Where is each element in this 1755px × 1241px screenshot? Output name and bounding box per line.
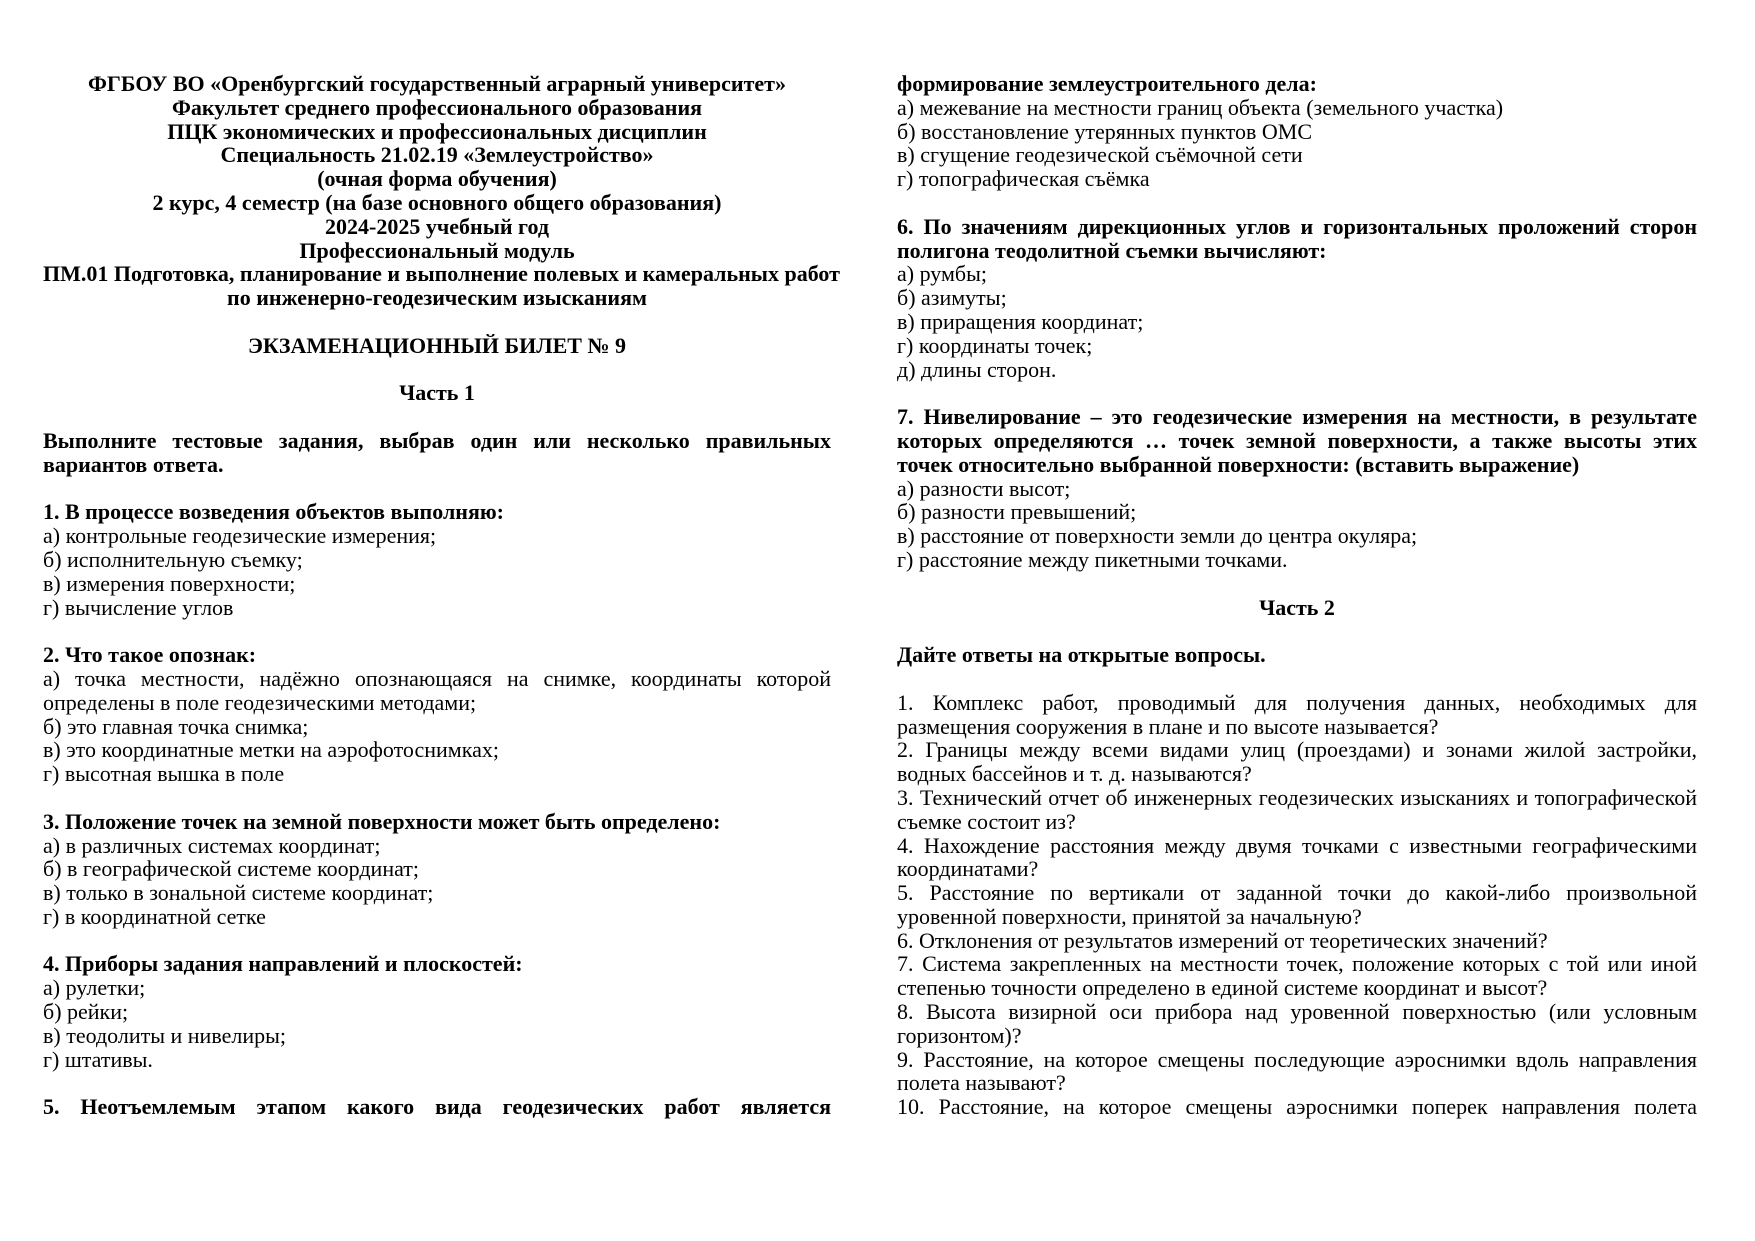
answer-option: в) теодолиты и нивелиры;	[43, 1022, 286, 1048]
answer-option: б) азимуты;	[897, 285, 1007, 311]
header-line: (очная форма обучения)	[317, 166, 557, 192]
answer-option: б) это главная точка снимка;	[43, 713, 309, 739]
answer-option: б) исполнительную съемку;	[43, 546, 303, 572]
question-3	[43, 810, 831, 929]
left-column	[43, 71, 840, 1143]
part2-intro: Дайте ответы на открытые вопросы.	[897, 642, 1266, 668]
question-6	[897, 215, 1697, 382]
answer-option: г) расстояние между пикетными точками.	[897, 546, 1288, 572]
open-question: 2. Границы между всеми видами улиц (проездами) и зонами жилой застройки, водных бассейнов и т. д. называются?	[897, 737, 1697, 787]
header-line: по инженерно-геодезическим изысканиям	[227, 285, 647, 311]
answer-option: г) вычисление углов	[43, 594, 234, 620]
open-question: 8. Высота визирной оси прибора над уровенной поверхностью (или условным горизонтом)?	[897, 999, 1697, 1048]
part2-title: Часть 2	[1259, 594, 1335, 620]
answer-option: г) высотная вышка в поле	[43, 761, 285, 787]
open-question: 10. Расстояние, на которое смещены аэроснимки поперек направления полета	[897, 1094, 1697, 1120]
answer-option: а) разности высот;	[897, 475, 1071, 501]
ticket-title: ЭКЗАМЕНАЦИОННЫЙ БИЛЕТ № 9	[247, 332, 627, 358]
open-question: 9. Расстояние, на которое смещены последующие аэроснимки вдоль направления полета называют?	[897, 1046, 1697, 1096]
header-line: ПМ.01 Подготовка, планирование и выполнение полевых и камеральных работ	[43, 261, 840, 287]
question-5-continued	[897, 72, 1697, 191]
question-stem: 1. В процессе возведения объектов выполняю:	[43, 499, 505, 525]
header-line: Специальность 21.02.19 «Землеустройство»	[220, 142, 654, 168]
question-stem: 3. Положение точек на земной поверхности может быть определено:	[43, 808, 721, 834]
answer-option: в) измерения поверхности;	[43, 570, 296, 596]
answer-option: в) только в зональной системе координат;	[43, 880, 434, 906]
question-1	[43, 500, 831, 619]
question-stem: формирование землеустроительного дела:	[897, 71, 1317, 96]
part1-intro: Выполните тестовые задания, выбрав один или несколько правильных вариантов ответа.	[43, 427, 831, 477]
answer-option: г) топографическая съёмка	[897, 166, 1150, 192]
open-question: 7. Система закрепленных на местности точек, положение которых с той или иной степенью точности определено в единой системе координат и высот?	[897, 951, 1697, 1001]
header-line: Профессиональный модуль	[299, 237, 575, 263]
answer-option: в) расстояние от поверхности земли до центра окуляра;	[897, 523, 1418, 549]
answer-option: г) в координатной сетке	[43, 903, 266, 929]
answer-option: б) восстановление утерянных пунктов ОМС	[897, 118, 1313, 144]
part1-title: Часть 1	[399, 380, 475, 406]
question-7	[897, 405, 1697, 572]
header-line: 2 курс, 4 семестр (на базе основного общего образования)	[152, 189, 722, 215]
answer-option: а) контрольные геодезические измерения;	[43, 523, 437, 549]
answer-option: в) это координатные метки на аэрофотоснимках;	[43, 737, 499, 763]
question-4	[43, 952, 831, 1071]
answer-option: а) румбы;	[897, 261, 988, 287]
answer-option: а) рулетки;	[43, 975, 146, 1001]
right-column	[897, 72, 1697, 1143]
open-question: 6. Отклонения от результатов измерений от теоретических значений?	[897, 927, 1548, 953]
open-question: 1. Комплекс работ, проводимый для получения данных, необходимых для размещения сооружения в плане и по высоте называется?	[897, 689, 1697, 739]
answer-option: в) приращения координат;	[897, 308, 1144, 334]
two-column-layout	[43, 72, 1755, 1143]
question-stem: 4. Приборы задания направлений и плоскостей:	[43, 951, 523, 977]
answer-option: б) рейки;	[43, 999, 129, 1025]
question-stem: 2. Что такое опознак:	[43, 642, 257, 668]
answer-option: б) разности превышений;	[897, 499, 1137, 525]
header-line: ФГБОУ ВО «Оренбургский государственный аграрный университет»	[88, 71, 786, 96]
answer-option: г) штативы.	[43, 1046, 153, 1072]
open-question: 4. Нахождение расстояния между двумя точками с известными географическими координатами?	[897, 832, 1697, 882]
open-question: 3. Технический отчет об инженерных геодезических изысканиях и топографической съемке состоит из?	[897, 784, 1697, 834]
answer-option: б) в географической системе координат;	[43, 856, 420, 882]
header-line: ПЦК экономических и профессиональных дисциплин	[167, 118, 707, 144]
header-line: Факультет среднего профессионального образования	[171, 94, 703, 120]
answer-option: а) в различных системах координат;	[43, 832, 381, 858]
answer-option: а) межевание на местности границ объекта (земельного участка)	[897, 94, 1504, 120]
answer-option: а) точка местности, надёжно опознающаяся на снимке, координаты которой определены в поле геодезическими методами;	[43, 665, 831, 715]
open-questions-list	[897, 691, 1697, 1119]
question-2	[43, 643, 831, 786]
answer-option: д) длины сторон.	[897, 356, 1057, 382]
open-question: 5. Расстояние по вертикали от заданной точки до какой-либо произвольной уровенной поверхности, принятой за начальную?	[897, 880, 1697, 929]
answer-option: в) сгущение геодезической съёмочной сети	[897, 142, 1303, 168]
document-header	[43, 71, 840, 311]
question-5-stem-begin: 5. Неотъемлемым этапом какого вида геодезических работ является	[43, 1094, 831, 1120]
question-stem: 7. Нивелирование – это геодезические измерения на местности, в результате которых определяются … точек земной поверхности, а также высоты этих точек относительно выбранной поверхности: (вставить выражение)	[897, 404, 1697, 477]
question-stem: 6. По значениям дирекционных углов и горизонтальных проложений сторон полигона теодолитной съемки вычисляют:	[897, 213, 1697, 263]
header-line: 2024-2025 учебный год	[325, 213, 549, 239]
answer-option: г) координаты точек;	[897, 332, 1093, 358]
